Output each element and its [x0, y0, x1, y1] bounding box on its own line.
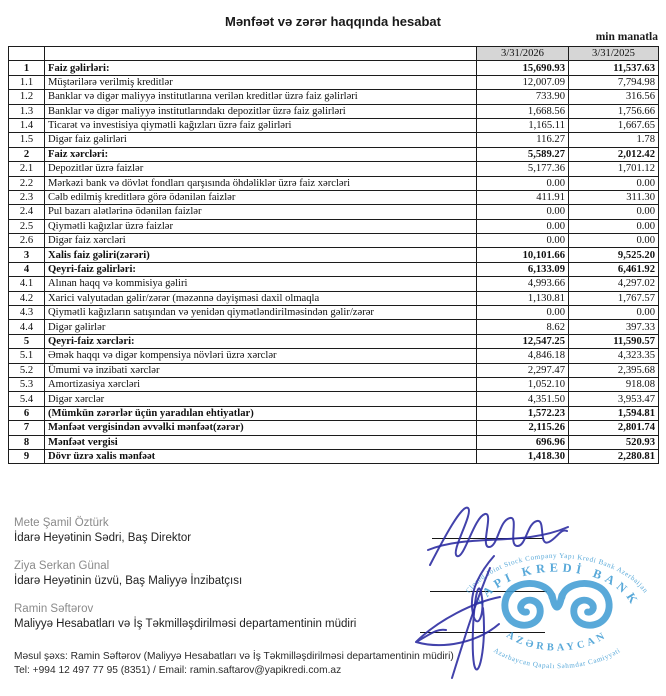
signature-line: [432, 538, 544, 539]
row-label: Digər xərclər: [45, 392, 477, 406]
row-value-2025: 4,323.35: [569, 349, 659, 363]
table-row: [9, 248, 659, 262]
row-number: 9: [9, 449, 45, 463]
row-value-2026: 2,297.47: [477, 363, 569, 377]
table-row: [9, 349, 659, 363]
row-value-2026: 4,993.66: [477, 277, 569, 291]
row-number: 5.1: [9, 349, 45, 363]
row-value-2026: 1,165.11: [477, 118, 569, 132]
signatories-block: [14, 517, 356, 646]
row-value-2026: 1,668.56: [477, 104, 569, 118]
row-number: 5.4: [9, 392, 45, 406]
contact-line: Tel: +994 12 497 77 95 (8351) / Email: ramin.saftarov@yapikredi.com.az: [14, 664, 342, 676]
header-cell-no: [9, 47, 45, 61]
row-number: 7: [9, 421, 45, 435]
yapi-kredi-logo-icon: [562, 583, 609, 625]
row-label: Xalis faiz gəliri(zərəri): [45, 248, 477, 262]
row-value-2025: 1,767.57: [569, 291, 659, 305]
table-row: [9, 118, 659, 132]
signatory-role: Maliyyə Hesabatları və İş Təkmilləşdirilməsi departamentinin müdiri: [14, 618, 357, 630]
table-row: [9, 363, 659, 377]
row-number: 4: [9, 262, 45, 276]
row-number: 6: [9, 406, 45, 420]
table-row: [9, 421, 659, 435]
signatory-role: İdarə Heyətinin Sədri, Baş Direktor: [14, 532, 192, 544]
row-value-2026: 12,547.25: [477, 334, 569, 348]
row-value-2025: 316.56: [569, 90, 659, 104]
row-value-2025: 11,537.63: [569, 61, 659, 75]
row-value-2026: 1,052.10: [477, 377, 569, 391]
row-label: Digər faiz gəlirləri: [45, 133, 477, 147]
row-value-2026: 0.00: [477, 205, 569, 219]
row-number: 3: [9, 248, 45, 262]
table-row: [9, 133, 659, 147]
signatory-role: İdarə Heyətinin üzvü, Baş Maliyyə İnzibatçısı: [14, 575, 243, 587]
row-label: Cəlb edilmiş kreditlərə görə ödənilən faizlər: [45, 190, 477, 204]
signatory: [14, 517, 356, 544]
row-number: 2.1: [9, 162, 45, 176]
row-number: 2.4: [9, 205, 45, 219]
row-value-2025: 2,801.74: [569, 421, 659, 435]
row-value-2025: 2,280.81: [569, 449, 659, 463]
row-label: Amortizasiya xərcləri: [45, 377, 477, 391]
table-row: [9, 234, 659, 248]
row-label: Digər gəlirlər: [45, 320, 477, 334]
row-value-2026: 10,101.66: [477, 248, 569, 262]
row-label: Mərkəzi bank və dövlət fondları qarşısında öhdəliklər üzrə faiz xərcləri: [45, 176, 477, 190]
table-row: [9, 277, 659, 291]
table-row: [9, 406, 659, 420]
row-value-2025: 311.30: [569, 190, 659, 204]
signatory: [14, 603, 356, 630]
row-value-2025: 520.93: [569, 435, 659, 449]
signatory-name: Ziya Serkan Günal: [14, 560, 110, 572]
profit-loss-table: [8, 46, 659, 464]
row-label: Alınan haqq və kommisiya gəliri: [45, 277, 477, 291]
page-title: Mənfəət və zərər haqqında hesabat: [224, 14, 441, 29]
row-number: 4.1: [9, 277, 45, 291]
row-value-2026: 4,846.18: [477, 349, 569, 363]
stamp-outer-top-text: Closed Joint Stock Company Yapı Kredi Bank Azerbaijan: [464, 551, 650, 595]
report-table-body: [9, 61, 659, 464]
table-row: [9, 75, 659, 89]
row-number: 1.3: [9, 104, 45, 118]
table-row: [9, 61, 659, 75]
bank-stamp: [452, 546, 662, 684]
stamp-country-text: AZƏRBAYCAN: [504, 629, 610, 654]
table-row: [9, 262, 659, 276]
table-row: [9, 219, 659, 233]
row-label: Qeyri-faiz xərcləri:: [45, 334, 477, 348]
row-value-2026: 2,115.26: [477, 421, 569, 435]
row-value-2025: 3,953.47: [569, 392, 659, 406]
row-label: Pul bazarı alətlərinə ödənilən faizlər: [45, 205, 477, 219]
row-label: Mənfəət vergisindən əvvəlki mənfəət(zərər): [45, 421, 477, 435]
responsible-line: Məsul şəxs: Ramin Səftərov (Maliyyə Hesabatları və İş Təkmilləşdirilməsi departamentinin müdiri): [14, 651, 454, 662]
row-value-2025: 0.00: [569, 306, 659, 320]
row-value-2025: 7,794.98: [569, 75, 659, 89]
row-number: 2.6: [9, 234, 45, 248]
row-label: Depozitlər üzrə faizlər: [45, 162, 477, 176]
row-number: 2.5: [9, 219, 45, 233]
row-value-2025: 397.33: [569, 320, 659, 334]
row-value-2025: 1,756.66: [569, 104, 659, 118]
row-number: 5.2: [9, 363, 45, 377]
row-value-2025: 0.00: [569, 219, 659, 233]
table-row: [9, 90, 659, 104]
row-value-2025: 9,525.20: [569, 248, 659, 262]
units-note: min manatla: [595, 31, 658, 43]
row-value-2025: 1,701.12: [569, 162, 659, 176]
row-label: Əmək haqqı və digər kompensiya növləri üzrə xərclər: [45, 349, 477, 363]
row-number: 5.3: [9, 377, 45, 391]
row-value-2025: 0.00: [569, 205, 659, 219]
row-label: Ümumi və inzibati xərclər: [45, 363, 477, 377]
row-label: Banklar və digər maliyyə institutlarına verilən kreditlər üzrə faiz gəlirləri: [45, 90, 477, 104]
row-label: (Mümkün zərərlər üçün yaradılan ehtiyatlar): [45, 406, 477, 420]
row-number: 1.4: [9, 118, 45, 132]
row-value-2026: 5,589.27: [477, 147, 569, 161]
row-value-2025: 1,667.65: [569, 118, 659, 132]
header-cell-period-2: 3/31/2025: [569, 47, 659, 61]
svg-text:AZƏRBAYCAN: [504, 629, 609, 653]
row-number: 1.1: [9, 75, 45, 89]
row-value-2026: 696.96: [477, 435, 569, 449]
row-value-2025: 11,590.57: [569, 334, 659, 348]
row-value-2025: 2,012.42: [569, 147, 659, 161]
row-label: Qiymətli kağızlar üzrə faizlər: [45, 219, 477, 233]
row-value-2026: 733.90: [477, 90, 569, 104]
row-label: Müştərilərə verilmiş kreditlər: [45, 75, 477, 89]
row-value-2026: 4,351.50: [477, 392, 569, 406]
row-label: Banklar və digər maliyyə institutlarındakı depozitlər üzrə faiz gəlirləri: [45, 104, 477, 118]
row-value-2025: 4,297.02: [569, 277, 659, 291]
row-number: 8: [9, 435, 45, 449]
row-number: 1.2: [9, 90, 45, 104]
table-header-row: [9, 47, 659, 61]
row-value-2026: 8.62: [477, 320, 569, 334]
table-row: [9, 435, 659, 449]
row-label: Dövr üzrə xalis mənfəət: [45, 449, 477, 463]
row-value-2025: 0.00: [569, 176, 659, 190]
row-label: Ticarət və investisiya qiymətli kağızları üzrə faiz gəlirləri: [45, 118, 477, 132]
row-label: Qeyri-faiz gəlirləri:: [45, 262, 477, 276]
row-label: Faiz xərcləri:: [45, 147, 477, 161]
table-row: [9, 205, 659, 219]
yapi-kredi-logo-icon: [552, 595, 562, 607]
row-number: 4.4: [9, 320, 45, 334]
row-number: 4.2: [9, 291, 45, 305]
row-value-2026: 0.00: [477, 176, 569, 190]
row-number: 4.3: [9, 306, 45, 320]
yapi-kredi-logo-icon: [505, 583, 552, 625]
row-value-2025: 0.00: [569, 234, 659, 248]
table-row: [9, 320, 659, 334]
signatory: [14, 560, 356, 587]
row-value-2026: 1,130.81: [477, 291, 569, 305]
signatory-name: Ramin Səftərov: [14, 603, 94, 615]
row-label: Xarici valyutadan gəlir/zərər (məzənnə dəyişməsi daxil olmaqla: [45, 291, 477, 305]
row-value-2026: 6,133.09: [477, 262, 569, 276]
table-row: [9, 306, 659, 320]
header-cell-label: [45, 47, 477, 61]
row-value-2026: 12,007.09: [477, 75, 569, 89]
row-label: Qiymətli kağızların satışından və yenidən qiymətləndirilməsindən gəlir/zərər: [45, 306, 477, 320]
row-value-2026: 116.27: [477, 133, 569, 147]
row-label: Mənfəət vergisi: [45, 435, 477, 449]
table-row: [9, 190, 659, 204]
table-row: [9, 377, 659, 391]
table-row: [9, 162, 659, 176]
stamp-outer-bottom-text: Azərbaycan Qapalı Səhmdar Cəmiyyəti: [492, 646, 622, 671]
row-number: 2.3: [9, 190, 45, 204]
table-row: [9, 392, 659, 406]
row-number: 2.2: [9, 176, 45, 190]
row-number: 2: [9, 147, 45, 161]
row-label: Faiz gəlirləri:: [45, 61, 477, 75]
row-number: 5: [9, 334, 45, 348]
row-value-2026: 5,177.36: [477, 162, 569, 176]
row-number: 1.5: [9, 133, 45, 147]
row-value-2025: 1.78: [569, 133, 659, 147]
table-row: [9, 104, 659, 118]
row-value-2026: 0.00: [477, 306, 569, 320]
responsible-person-note: [14, 650, 494, 678]
row-value-2025: 6,461.92: [569, 262, 659, 276]
row-value-2025: 2,395.68: [569, 363, 659, 377]
signatory-name: Mete Şamil Öztürk: [14, 517, 109, 529]
row-value-2025: 918.08: [569, 377, 659, 391]
table-row: [9, 334, 659, 348]
row-label: Digər faiz xərcləri: [45, 234, 477, 248]
row-value-2026: 1,418.30: [477, 449, 569, 463]
table-row: [9, 176, 659, 190]
header-cell-period-1: 3/31/2026: [477, 47, 569, 61]
row-value-2026: 0.00: [477, 219, 569, 233]
table-row: [9, 147, 659, 161]
stamp-bank-name-text: YAPI KREDİ BANK: [471, 560, 643, 610]
row-value-2026: 0.00: [477, 234, 569, 248]
table-row: [9, 449, 659, 463]
row-value-2026: 15,690.93: [477, 61, 569, 75]
row-value-2026: 411.91: [477, 190, 569, 204]
row-value-2026: 1,572.23: [477, 406, 569, 420]
table-row: [9, 291, 659, 305]
row-value-2025: 1,594.81: [569, 406, 659, 420]
row-number: 1: [9, 61, 45, 75]
